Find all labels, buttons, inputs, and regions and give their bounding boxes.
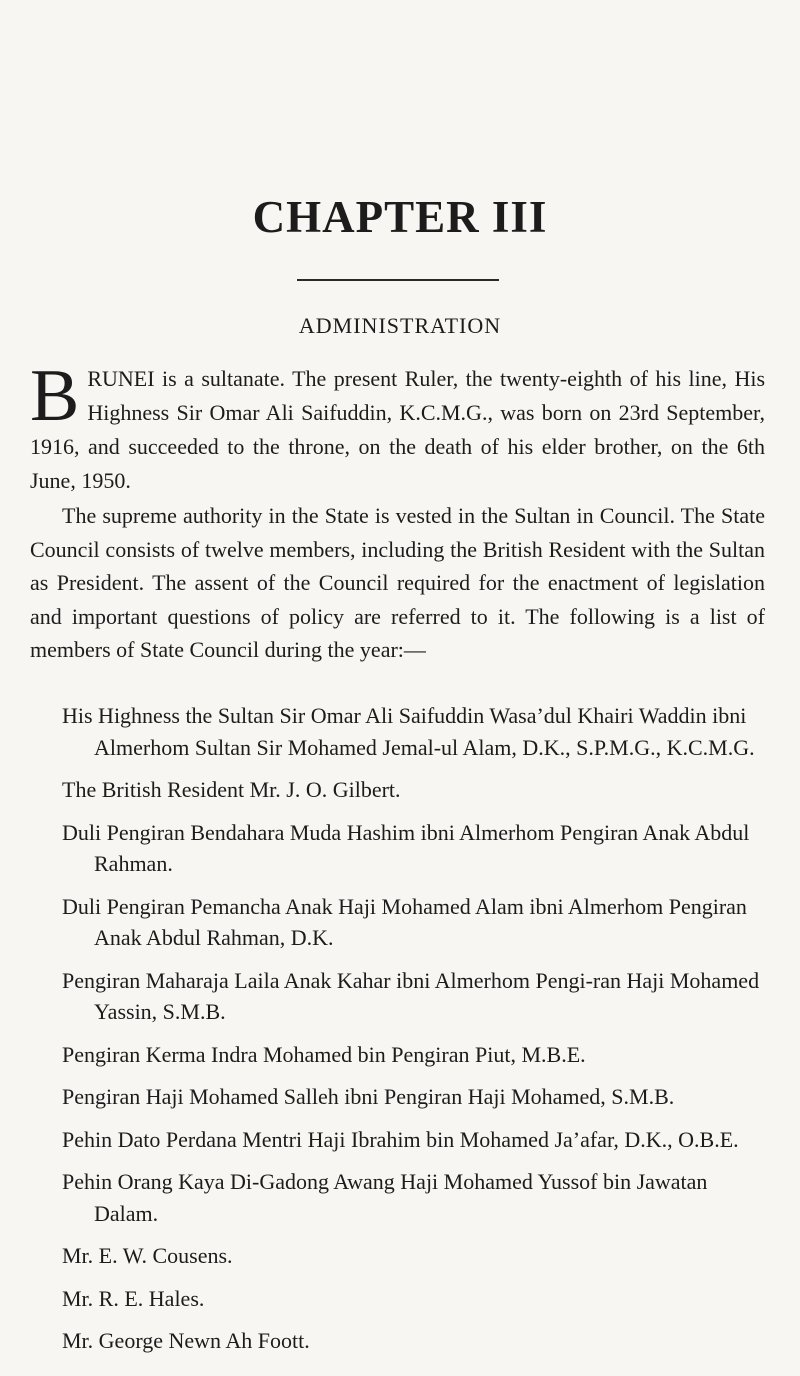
drop-cap: B	[30, 355, 80, 437]
chapter-title: CHAPTER III	[252, 192, 548, 242]
list-item: His Highness the Sultan Sir Omar Ali Saifuddin Wasa’dul Khairi Waddin ibni Almerhom Sultan Sir Mohamed Jemal-ul Alam, D.K., S.P.M.G., K.C.M.G.	[62, 703, 755, 760]
list-item: Duli Pengiran Bendahara Muda Hashim ibni Almerhom Pengiran Anak Abdul Rahman.	[62, 819, 750, 876]
list-item: Pengiran Kerma Indra Mohamed bin Pengiran Piut, M.B.E.	[62, 1041, 586, 1067]
intro-paragraph	[30, 355, 765, 498]
list-item: Mr. E. W. Cousens.	[62, 1243, 233, 1268]
section-title: ADMINISTRATION	[298, 313, 502, 338]
list-item: Duli Pengiran Pemancha Anak Haji Mohamed Alam ibni Almerhom Pengiran Anak Abdul Rahman, D.K.	[62, 893, 747, 950]
list-item: Pengiran Maharaja Laila Anak Kahar ibni Almerhom Pengi-ran Haji Mohamed Yassin, S.M.B.	[62, 967, 760, 1024]
list-item: Mr. R. E. Hales.	[62, 1285, 205, 1311]
intro-text: RUNEI is a sultanate. The present Ruler, the twenty-eighth of his line, His Highness Sir Omar Ali Saifuddin, K.C.M.G., was born on 23rd September, 1916, and succeeded to the throne, on the death of his elder brother, on the 6th June, 1950.	[30, 366, 765, 493]
members-list	[62, 700, 767, 1368]
council-paragraph: The supreme authority in the State is vested in the Sultan in Council. The State Council consists of twelve members, including the British Resident with the Sultan as President. The assent of the Council required for the enactment of legislation and important questions of policy are referred to it. The following is a list of members of State Council during the year:—	[30, 503, 765, 662]
list-item: Mr. George Newn Ah Foott.	[62, 1328, 310, 1353]
list-item: The British Resident Mr. J. O. Gilbert.	[62, 777, 401, 802]
list-item: Pengiran Haji Mohamed Salleh ibni Pengiran Haji Mohamed, S.M.B.	[62, 1084, 675, 1109]
list-item: Pehin Dato Perdana Mentri Haji Ibrahim bin Mohamed Ja’afar, D.K., O.B.E.	[62, 1126, 739, 1152]
title-divider	[297, 279, 499, 281]
list-item: Pehin Orang Kaya Di-Gadong Awang Haji Mohamed Yussof bin Jawatan Dalam.	[62, 1169, 708, 1226]
